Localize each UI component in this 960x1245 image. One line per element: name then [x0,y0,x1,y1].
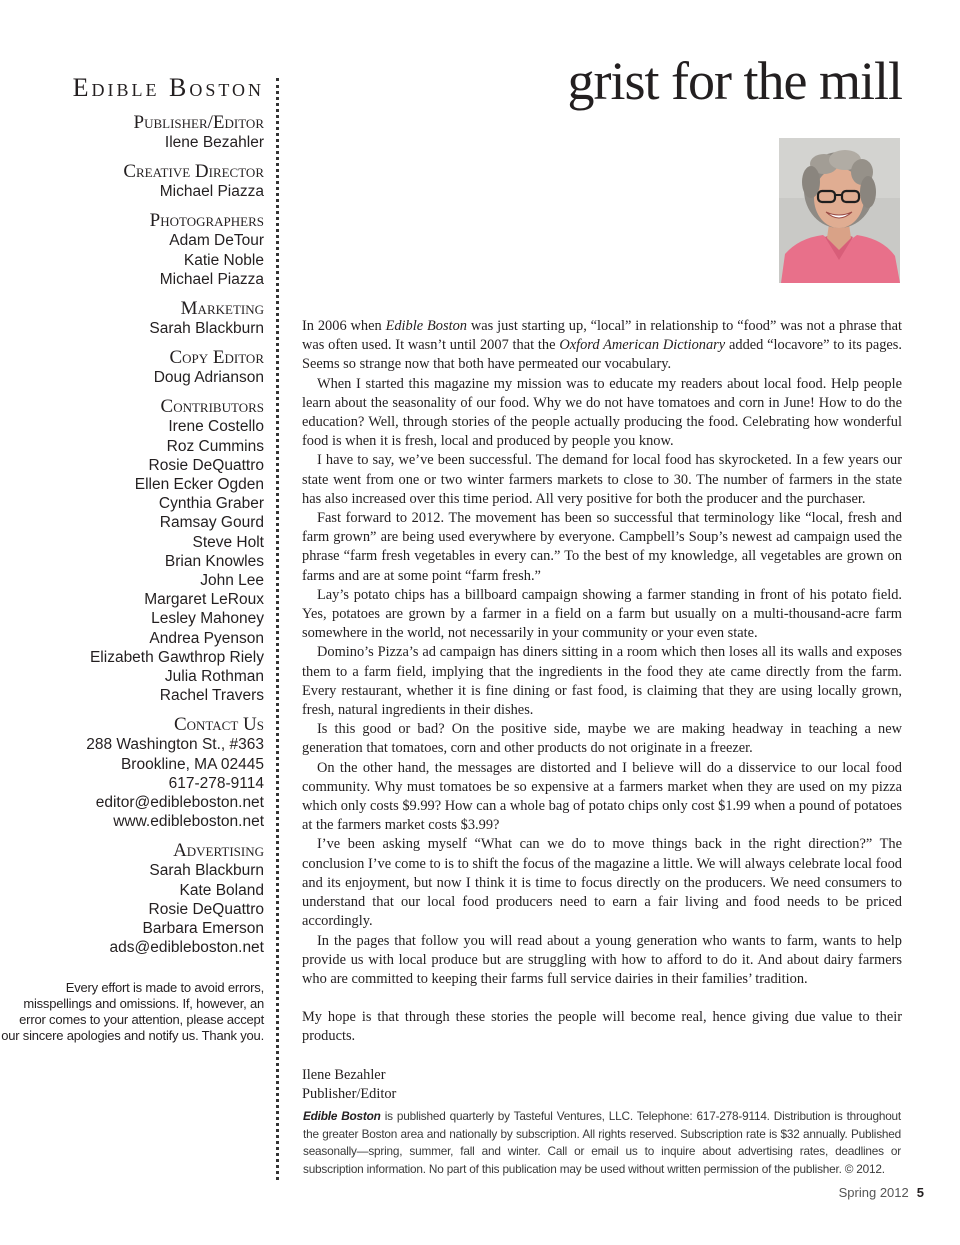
masthead-name: Lesley Mahoney [151,610,264,628]
signature [302,1066,902,1104]
letter-text: In 2006 when [302,318,386,334]
masthead-name: Elizabeth Gawthrop Riely [89,648,264,666]
masthead-name: Michael Piazza [159,270,264,288]
masthead-name: Irene Costello [168,418,264,436]
masthead-name: Rachel Travers [159,687,264,705]
page-folio [839,1185,924,1200]
masthead-name: Michael Piazza [159,183,264,201]
masthead-name: Julia Rothman [164,668,264,686]
letter-paragraph: I’ve been asking myself “What can we do to move things back in the right direction?” The conclusion I’ve come to is to shift the focus of the magazine a little. We will always celebrate local food and its enjoyment, but now I think it is time to focus directly on the producers. We need consumers to understand that our local food producers need to earn a fair living and food needs to be priced accordingly. [302,836,902,930]
dictionary-name: Oxford American Dictionary [559,337,726,354]
masthead-heading: Contact Us [173,714,264,736]
contact-email: editor@edibleboston.net [95,794,264,812]
publication-note [303,1108,901,1178]
letter-text: was just starting up, “local” in relationship to “food” was not a phrase that was often used. It wasn’t until 2007 that the [302,318,903,354]
issue-label: Spring 2012 [838,1185,909,1200]
masthead-name: Sarah Blackburn [149,862,264,880]
masthead-name: Sarah Blackburn [149,320,264,338]
letter-paragraph: Lay’s potato chips has a billboard campaign showing a farmer standing in front of his potato field. Yes, potatoes are grown by a farmer in a field on a farm but usually on a multi-thousand-acre farm somewhere in the world, not necessarily in your community or your even state. [302,586,902,642]
masthead-heading: Creative Director [123,161,264,183]
column-title: grist for the mill [567,51,902,111]
masthead-heading: Publisher/Editor [133,112,264,133]
letter-paragraph: Domino’s Pizza’s ad campaign has diners sitting in a room which then loses all its walls and exposes them to a farm field, implying that the ingredients in the food they ate came directly from the farm. Every restaurant, whether it is fine dining or fast food, is claiming that they are using locally grown, fresh, natural ingredients in their dishes. [302,644,902,719]
masthead-heading: Photographers [149,210,264,232]
masthead-heading: Marketing [180,298,264,320]
masthead-magazine-title: Edible Boston [72,73,264,102]
masthead-heading: Contributors [160,396,264,418]
masthead-name: John Lee [200,572,264,590]
editor-letter [302,317,902,1104]
masthead-name: Steve Holt [192,533,264,551]
masthead-heading: Copy Editor [169,347,264,369]
masthead-name: Ellen Ecker Ogden [134,476,264,494]
publication-name: Edible Boston [385,318,467,334]
page-number: 5 [916,1185,924,1200]
contact-address: 288 Washington St., #363 [86,736,264,754]
publication-note-text: is published quarterly by Tasteful Ventures, LLC. Telephone: 617-278-9114. Distribution is throughout the greater Boston area and nationally by subscription. All rights reserved. Subscription rate is $32 annually. Published seasonally—spring, summer, fall and winter. Call or email us to inquire about advertising rates, deadlines or subscription information. No part of this publication may be used without written permission of the publisher. © 2012. [303,1109,901,1176]
signature-name: Ilene Bezahler [302,1066,386,1083]
masthead-section-publisher [0,112,264,152]
contact-phone: 617-278-9114 [168,774,264,792]
letter-paragraph: On the other hand, the messages are distorted and I believe will do a disservice to our local food community. Why must tomatoes be so expensive at a farmers market when they are used on my pizza which only costs $9.99? How can a whole bag of potato chips only cost $1.99 when a pound of potatoes at the farmers market costs $3.99? [302,759,902,834]
masthead-section-marketing [0,298,264,338]
letter-closing: My hope is that through these stories the people will become real, hence giving due value to their products. [302,1009,902,1045]
column-divider [276,78,279,1180]
signature-title: Publisher/Editor [302,1085,397,1102]
masthead-section-copy-editor [0,347,264,387]
editor-portrait-photo [779,138,900,283]
publication-brand: Edible Boston [303,1109,381,1123]
masthead-name: Rosie DeQuattro [148,900,264,918]
letter-text: added “locavore” to its pages. Seems so strange now that both have permeated our vocabulary. [302,337,902,373]
masthead-section-advertising [0,840,264,957]
masthead-name: Andrea Pyenson [149,629,264,647]
advertising-email: ads@edibleboston.net [109,939,264,957]
masthead [0,74,264,1044]
masthead-name: Barbara Emerson [142,920,264,938]
masthead-section-contributors [0,396,264,705]
masthead-name: Kate Boland [179,881,264,899]
letter-paragraph: When I started this magazine my mission was to educate my readers about local food. Help people learn about the seasonality of our food. Why we do not have tomatoes and corn in June! How to do the education? Well, through stories of the people actually producing the food. Celebrating how wonderful food is when it is fresh, local and produced by people you know. [302,375,902,450]
masthead-name: Ilene Bezahler [164,134,264,151]
masthead-name: Cynthia Graber [158,495,264,513]
letter-paragraph: Fast forward to 2012. The movement has been so successful that terminology like “local, fresh and farm grown” are being used everywhere by everyone. Campbell’s Soup’s newest ad campaign used the phrase “farm fresh vegetables in every can.” To the best of my knowledge, all vegetables are grown on farms and are at some point “farm fresh.” [302,510,902,584]
letter-paragraph: I have to say, we’ve been successful. The demand for local food has skyrocketed. In a few years our state went from one or two winter farmers markets to close to 30. The number of farmers in the state has also increased over this time period. All very positive for both the producer and the purchaser. [302,452,902,507]
disclaimer: Every effort is made to avoid errors, misspellings and omissions. If, however, an error comes to your attention, please accept our sincere apologies and notify us. Thank you. [1,979,264,1043]
contact-city: Brookline, MA 02445 [120,755,264,773]
letter-paragraph [302,317,902,375]
masthead-name: Katie Noble [183,251,264,269]
masthead-name: Brian Knowles [164,552,264,570]
masthead-section-contact [0,714,264,831]
masthead-name: Rosie DeQuattro [148,456,264,474]
masthead-name: Roz Cummins [166,437,264,455]
contact-website: www.edibleboston.net [113,813,264,831]
letter-paragraph: In the pages that follow you will read about a young generation who wants to farm, wants to help provide us with local produce but are struggling with how to afford to do it. And about dairy farmers who are committed to keeping their farms full service dairies in their families’ tradition. [302,932,902,987]
masthead-name: Ramsay Gourd [159,514,264,532]
masthead-name: Margaret LeRoux [144,591,264,609]
masthead-section-creative-director [0,161,264,201]
masthead-name: Adam DeTour [169,232,264,250]
masthead-heading: Advertising [173,840,264,862]
letter-paragraph: Is this good or bad? On the positive side, maybe we are making headway in teaching a new generation that tomatoes, corn and other products do not originate in a freezer. [302,721,902,757]
masthead-name: Doug Adrianson [153,369,264,387]
masthead-section-photographers [0,210,264,289]
